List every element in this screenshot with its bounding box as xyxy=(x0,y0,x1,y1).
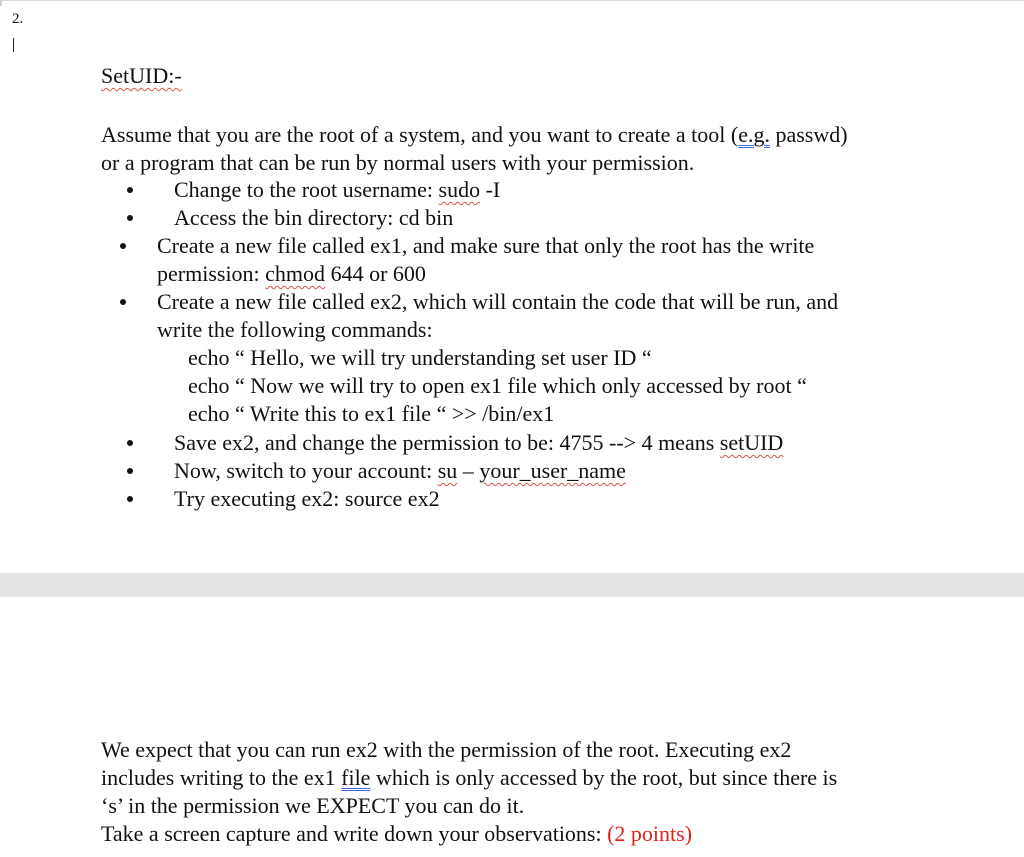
step-1 xyxy=(174,176,500,204)
command-line-2: echo “ Now we will try to open ex1 file which only accessed by root “ xyxy=(188,373,807,398)
conclusion-line-2-post: which is only accessed by the root, but since there is xyxy=(370,765,838,790)
step-1-flag: sudo xyxy=(438,177,481,202)
step-2: Access the bin directory: cd bin xyxy=(174,205,454,230)
command-line-1: echo “ Hello, we will try understanding set user ID “ xyxy=(188,345,652,370)
step-4-line-2: write the following commands: xyxy=(157,317,433,342)
step-4-line-1: Create a new file called ex2, which will contain the code that will be run, and xyxy=(157,289,839,314)
step-5 xyxy=(174,429,783,457)
step-3-flag: chmod xyxy=(265,261,326,286)
conclusion-line-1: We expect that you can run ex2 with the permission of the root. Executing ex2 xyxy=(101,737,792,762)
conclusion-line-2-pre: includes writing to the ex1 xyxy=(101,765,342,790)
step-5-pre: Save ex2, and change the permission to be: 4755 --> 4 means xyxy=(174,430,720,455)
step-5-flag: setUID xyxy=(719,430,784,455)
page-top-border xyxy=(0,0,1024,1)
page-separator xyxy=(0,573,1024,597)
step-3-line-2-pre: permission: xyxy=(157,261,266,286)
points-label: (2 points) xyxy=(607,821,693,846)
bullet-dot xyxy=(127,440,133,446)
step-6-mid: – xyxy=(457,458,480,483)
step-1-pre: Change to the root username: xyxy=(174,177,439,202)
step-3-line-1: Create a new file called ex1, and make sure that only the root has the write xyxy=(157,233,815,258)
bullet-dot xyxy=(120,243,126,249)
title-text: SetUID:- xyxy=(101,63,182,88)
step-3-line-2-post: 644 or 600 xyxy=(325,261,426,286)
bullet-dot xyxy=(127,468,133,474)
intro-line-1-pre: Assume that you are the root of a system, and you want to create a tool ( xyxy=(101,122,739,147)
step-6-flag-su: su xyxy=(437,458,458,483)
page-left-edge xyxy=(0,0,2,6)
conclusion-line-2 xyxy=(101,764,981,792)
question-number: 2. xyxy=(12,11,24,27)
step-6-pre: Now, switch to your account: xyxy=(174,458,438,483)
section-title xyxy=(101,63,182,89)
step-6-flag-username: your_user_name xyxy=(479,458,626,483)
intro-eg: e.g. xyxy=(738,122,770,147)
text-cursor xyxy=(13,38,14,52)
conclusion-line-4-pre: Take a screen capture and write down your observations: xyxy=(101,821,608,846)
bullet-dot xyxy=(127,215,133,221)
command-line-3: echo “ Write this to ex1 file “ >> /bin/ex1 xyxy=(188,401,555,426)
conclusion-line-4 xyxy=(101,820,981,848)
bullet-dot xyxy=(127,496,133,502)
conclusion-line-3: ‘s’ in the permission we EXPECT you can do it. xyxy=(101,793,525,818)
intro-line-1 xyxy=(101,121,981,149)
bullet-dot xyxy=(127,187,133,193)
step-7: Try executing ex2: source ex2 xyxy=(174,486,440,511)
conclusion-flag-file: file xyxy=(341,765,371,790)
intro-line-2: or a program that can be run by normal users with your permission. xyxy=(101,150,695,175)
step-3-line-2 xyxy=(157,260,426,288)
step-6 xyxy=(174,457,626,485)
step-1-post: -I xyxy=(480,177,501,202)
intro-line-1-post: passwd) xyxy=(769,122,848,147)
bullet-dot xyxy=(120,299,126,305)
